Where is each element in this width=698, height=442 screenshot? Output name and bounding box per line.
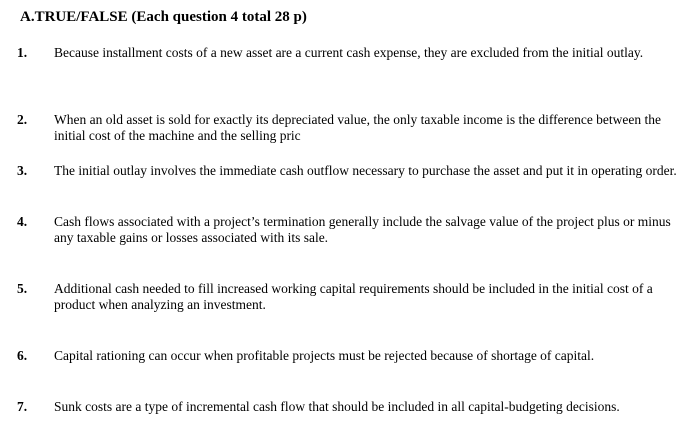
question-number: 5. [17,281,28,296]
question-number: 1. [17,45,28,60]
question-text: Capital rationing can occur when profitable projects must be rejected because of shortage of capital. [54,348,595,363]
question-number: 2. [17,112,28,127]
question-number: 3. [17,163,28,178]
question-number: 6. [17,348,28,363]
question-number: 4. [17,214,28,229]
question-number: 7. [17,399,28,414]
question-text: Cash flows associated with a project’s termination generally include the salvage value of the project plus or minus any taxable gains or losses associated with its sale. [54,214,671,245]
question-text: When an old asset is sold for exactly its depreciated value, the only taxable income is the difference between the initial cost of the machine and the selling pric [54,112,662,143]
section-title: A.TRUE/FALSE (Each question 4 total 28 p) [20,9,307,25]
question-text: Because installment costs of a new asset are a current cash expense, they are excluded from the initial outlay. [54,45,644,60]
question-text: Sunk costs are a type of incremental cash flow that should be included in all capital-budgeting decisions. [54,399,620,414]
question-text: The initial outlay involves the immediate cash outflow necessary to purchase the asset and put it in operating order. [54,163,677,178]
question-text: Additional cash needed to fill increased working capital requirements should be included in the initial cost of a product when analyzing an investment. [54,281,653,312]
